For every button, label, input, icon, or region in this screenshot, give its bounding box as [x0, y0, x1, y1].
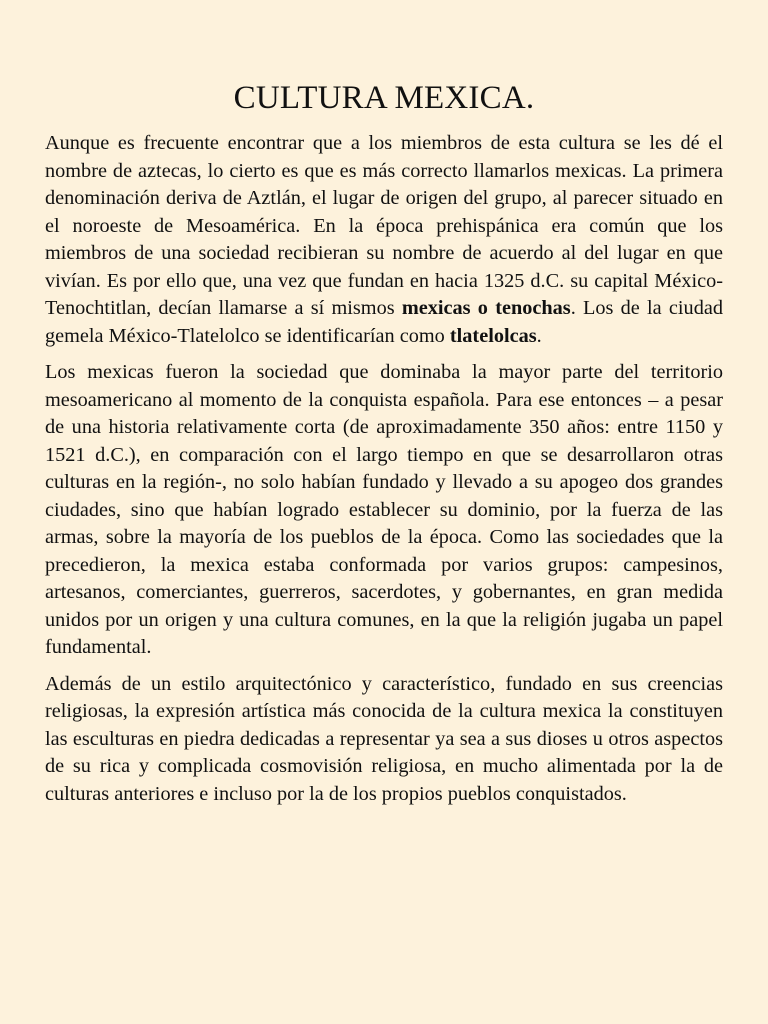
paragraph-3: Además de un estilo arquitectónico y característico, fundado en sus creencias religiosas, la expresión artística más conocida de la cultura mexica la constituyen las esculturas en piedra dedicadas a representar ya sea a sus dioses u otros aspectos de su rica y complicada cosmovisión religiosa, en mucho alimentada por la de culturas anteriores e incluso por la de los propios pueblos conquistados.: [45, 672, 723, 805]
paragraph-1-text-b: . Los de la ciudad gemela México-Tlatelolco se identificarían como: [45, 297, 723, 347]
paragraph-1: [45, 130, 723, 350]
paragraph-1-text-a: Aunque es frecuente encontrar que a los miembros de esta cultura se les dé el nombre de aztecas, lo cierto es que es más correcto llamarlos mexicas. La primera denominación deriva de Aztlán, el lugar de origen del grupo, al parecer situado en el noroeste de Mesoamérica. En la época prehispánica era común que los miembros de una sociedad recibieran su nombre de acuerdo al del lugar en que vivían. Es por ello que, una vez que fundan en hacia 1325 d.C. su capital México-Tenochtitlan, decían llamarse a sí mismos: [45, 132, 723, 319]
bold-term-mexicas-tenochas: mexicas o tenochas: [401, 297, 571, 319]
paragraph-2: Los mexicas fueron la sociedad que dominaba la mayor parte del territorio mesoamericano al momento de la conquista española. Para ese entonces – a pesar de una historia relativamente corta (de aproximadamente 350 años: entre 1150 y 1521 d.C.), en comparación con el largo tiempo en que se desarrollaron otras culturas en la región-, no solo habían fundado y llevado a su apogeo dos grandes ciudades, sino que habían logrado establecer su dominio, por la fuerza de las armas, sobre la mayoría de los pueblos de la época. Como las sociedades que la precedieron, la mexica estaba conformada por varios grupos: campesinos, artesanos, comerciantes, guerreros, sacerdotes, y gobernantes, en gran medida unidos por un origen y una cultura comunes, en la que la religión jugaba un papel fundamental.: [45, 361, 723, 658]
paragraph-1-text-c: .: [536, 324, 542, 347]
bold-term-tlatelolcas: tlatelolcas: [449, 324, 537, 347]
document-title: CULTURA MEXICA.: [233, 80, 535, 116]
